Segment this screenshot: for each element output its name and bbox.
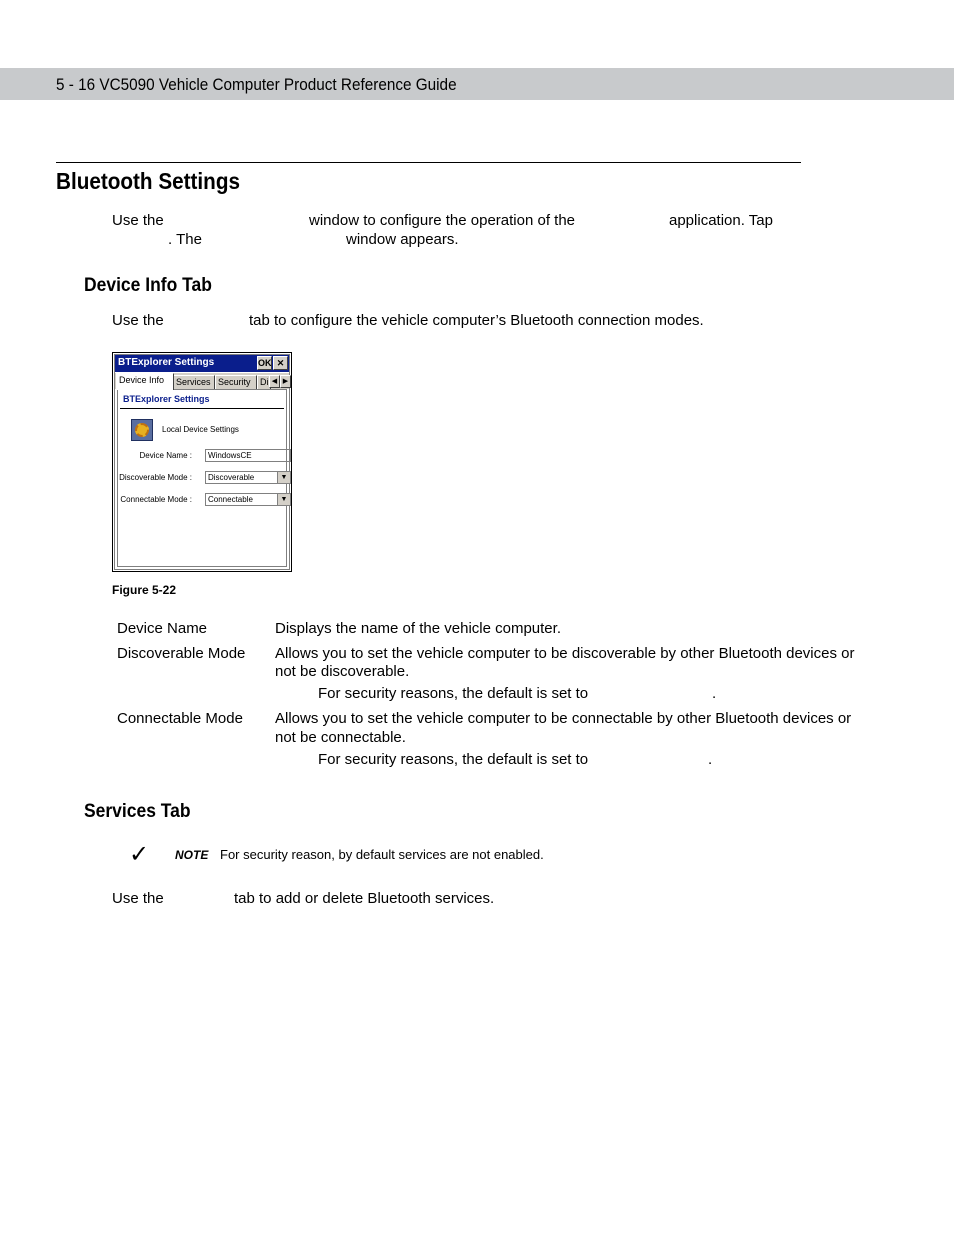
table-term: Device Name (117, 620, 208, 637)
services-intro: Use the (112, 890, 164, 907)
section-title: Bluetooth Settings (56, 168, 240, 194)
btexplorer-settings-screenshot (112, 352, 292, 572)
page-title: BTExplorer Settings (123, 394, 210, 404)
table-note: For security reasons, the default is set to (318, 751, 589, 768)
note-label: NOTE (175, 848, 209, 862)
table-note-end: . (708, 751, 713, 768)
running-header: 5 - 16 VC5090 Vehicle Computer Product Reference Guide (56, 75, 457, 94)
table-desc: Allows you to set the vehicle computer to be discoverable by other Bluetooth devices or (275, 645, 855, 662)
device-info-heading: Device Info Tab (84, 275, 212, 296)
tab-security[interactable]: Security (215, 375, 257, 389)
table-note: For security reasons, the default is set to (318, 685, 589, 702)
table-desc: Displays the name of the vehicle computer. (275, 620, 561, 637)
discoverable-mode-label: Discoverable Mode : (119, 473, 192, 482)
services-heading: Services Tab (84, 801, 191, 822)
tab-services[interactable]: Services (173, 375, 215, 389)
connectable-mode-select[interactable] (205, 493, 291, 506)
intro-text: window to configure the operation of the (309, 212, 576, 229)
page-divider (120, 408, 284, 409)
connectable-mode-value: Connectable (208, 495, 253, 504)
discoverable-mode-value: Discoverable (208, 473, 255, 482)
intro-text: application. Tap (669, 212, 773, 229)
device-name-label: Device Name : (139, 451, 192, 460)
note-text: For security reason, by default services are not enabled. (220, 847, 544, 862)
discoverable-mode-select[interactable] (205, 471, 291, 484)
connectable-mode-label: Connectable Mode : (120, 495, 192, 504)
chevron-down-icon[interactable]: ▼ (277, 494, 290, 505)
gear-face (135, 423, 149, 437)
tab-page (117, 389, 287, 567)
intro-text: Use the (112, 212, 164, 229)
table-desc: not be connectable. (275, 729, 406, 746)
device-info-intro: Use the (112, 312, 164, 329)
tab-device-info[interactable]: Device Info (116, 373, 174, 390)
device-name-field[interactable]: WindowsCE (205, 449, 291, 462)
checkmark-icon: ✓ (129, 841, 150, 868)
tab-strip (115, 373, 289, 389)
close-icon[interactable]: ✕ (273, 356, 288, 370)
tab-scroll-right-icon[interactable]: ▶ (280, 375, 291, 388)
ok-button[interactable]: OK (258, 358, 272, 368)
table-term: Discoverable Mode (117, 645, 246, 662)
settings-gear-icon (131, 419, 153, 441)
device-info-intro: tab to configure the vehicle computer’s Bluetooth connection modes. (249, 312, 704, 329)
window-titlebar (115, 355, 289, 372)
table-note-end: . (712, 685, 717, 702)
chevron-down-icon[interactable]: ▼ (277, 472, 290, 483)
group-label: Local Device Settings (162, 425, 239, 434)
intro-text: window appears. (346, 231, 459, 248)
table-desc: Allows you to set the vehicle computer to be connectable by other Bluetooth devices or (275, 710, 852, 727)
window-title: BTExplorer Settings (118, 357, 215, 368)
services-intro: tab to add or delete Bluetooth services. (234, 890, 495, 907)
tab-partial[interactable]: Di (257, 375, 271, 389)
table-desc: not be discoverable. (275, 663, 410, 680)
figure-caption: Figure 5-22 (112, 583, 177, 597)
tab-scroll-left-icon[interactable]: ◀ (269, 375, 280, 388)
intro-text: . The (168, 231, 202, 248)
section-divider (56, 162, 801, 163)
table-term: Connectable Mode (117, 710, 243, 727)
